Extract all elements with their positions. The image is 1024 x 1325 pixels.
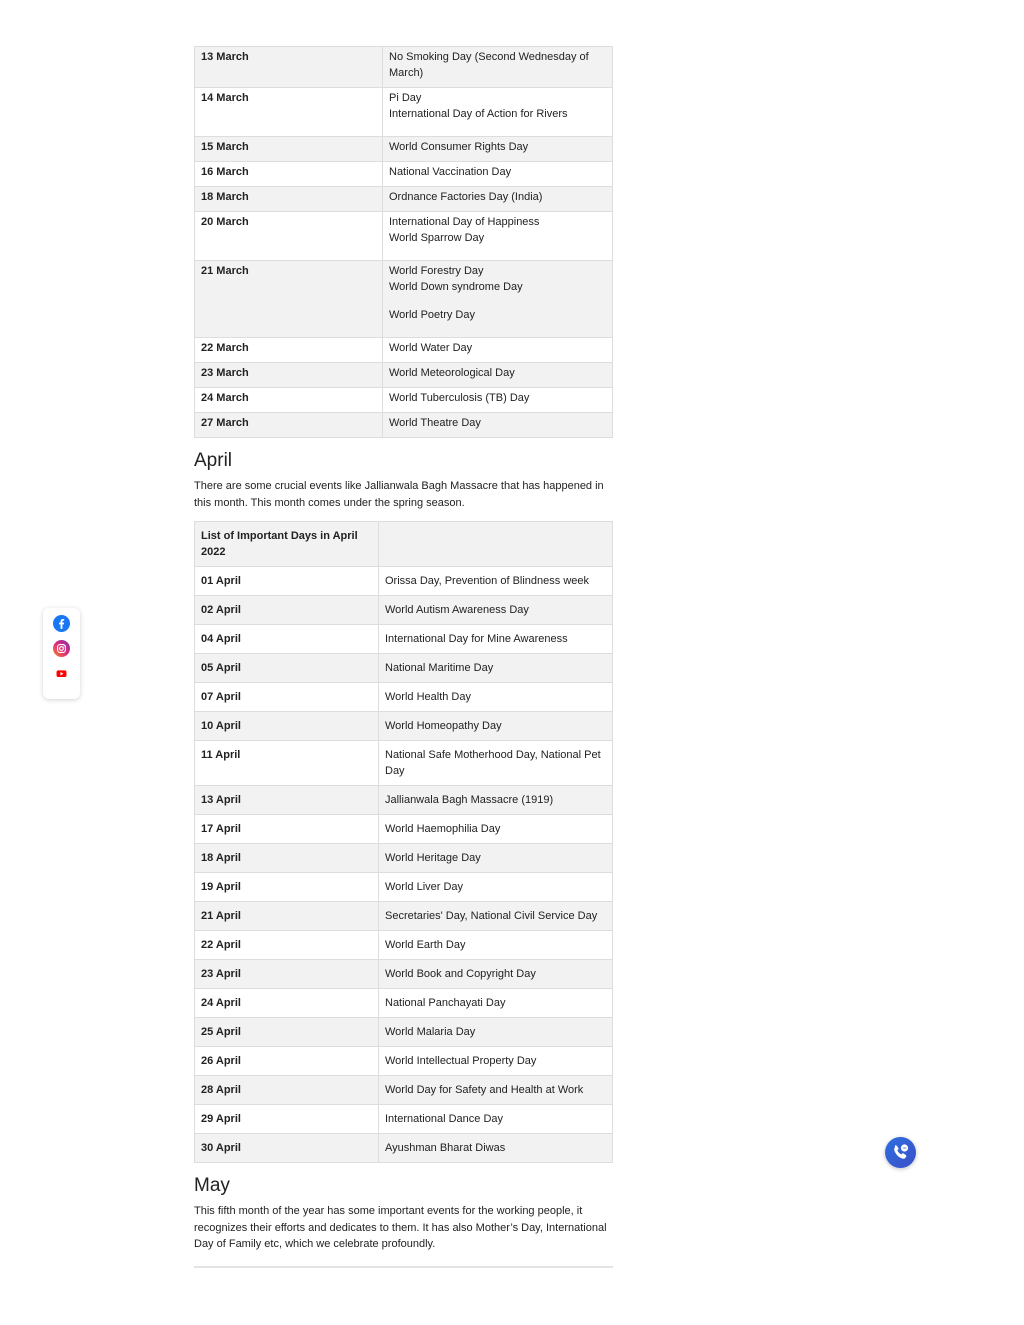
event-cell: Ayushman Bharat Diwas bbox=[379, 1134, 613, 1163]
table-header-row bbox=[195, 522, 613, 567]
event-cell: World Health Day bbox=[379, 683, 613, 712]
event-cell: World Haemophilia Day bbox=[379, 815, 613, 844]
event-cell: National Panchayati Day bbox=[379, 989, 613, 1018]
date-cell: 02 April bbox=[195, 596, 379, 625]
table-row bbox=[195, 162, 613, 187]
event-text: International Day of Happiness bbox=[389, 216, 540, 228]
date-cell: 27 March bbox=[195, 413, 383, 438]
event-cell: World Homeopathy Day bbox=[379, 712, 613, 741]
table-row bbox=[195, 596, 613, 625]
event-cell bbox=[383, 413, 613, 438]
date-cell: 26 April bbox=[195, 1047, 379, 1076]
date-cell: 01 April bbox=[195, 567, 379, 596]
april-days-table bbox=[194, 521, 613, 1163]
table-row bbox=[195, 212, 613, 261]
spacer bbox=[389, 295, 606, 307]
event-cell bbox=[383, 363, 613, 388]
table-row bbox=[195, 712, 613, 741]
april-heading: April bbox=[194, 450, 233, 471]
date-cell: 11 April bbox=[195, 741, 379, 786]
event-cell bbox=[383, 187, 613, 212]
date-cell: 24 April bbox=[195, 989, 379, 1018]
date-cell: 19 April bbox=[195, 873, 379, 902]
event-text: International Day of Action for Rivers bbox=[389, 108, 568, 120]
date-cell: 13 March bbox=[195, 47, 383, 88]
table-row bbox=[195, 786, 613, 815]
event-cell: World Heritage Day bbox=[379, 844, 613, 873]
call-chat-button[interactable] bbox=[885, 1137, 916, 1168]
table-row bbox=[195, 1134, 613, 1163]
social-sidebar bbox=[43, 608, 80, 699]
date-cell: 30 April bbox=[195, 1134, 379, 1163]
event-text: National Vaccination Day bbox=[389, 166, 512, 178]
table-row bbox=[195, 625, 613, 654]
date-cell: 13 April bbox=[195, 786, 379, 815]
event-cell: Jallianwala Bagh Massacre (1919) bbox=[379, 786, 613, 815]
april-intro: There are some crucial events like Jallianwala Bagh Massacre that has happened in this month. This month comes under the spring season. bbox=[194, 480, 604, 509]
event-cell: Orissa Day, Prevention of Blindness week bbox=[379, 567, 613, 596]
date-cell: 29 April bbox=[195, 1105, 379, 1134]
table-row bbox=[195, 261, 613, 338]
event-cell: International Dance Day bbox=[379, 1105, 613, 1134]
date-cell: 28 April bbox=[195, 1076, 379, 1105]
table-row bbox=[195, 363, 613, 388]
date-cell: 18 March bbox=[195, 187, 383, 212]
table-row bbox=[195, 567, 613, 596]
youtube-icon[interactable] bbox=[53, 665, 70, 682]
table-row bbox=[195, 1018, 613, 1047]
event-text: World Forestry Day bbox=[389, 265, 484, 277]
date-cell: 17 April bbox=[195, 815, 379, 844]
event-cell bbox=[383, 47, 613, 88]
event-cell: World Autism Awareness Day bbox=[379, 596, 613, 625]
event-text: World Sparrow Day bbox=[389, 232, 485, 244]
date-cell: 23 April bbox=[195, 960, 379, 989]
event-cell: World Intellectual Property Day bbox=[379, 1047, 613, 1076]
table-row bbox=[195, 989, 613, 1018]
event-text: World Tuberculosis (TB) Day bbox=[389, 392, 530, 404]
table-row bbox=[195, 960, 613, 989]
table-row bbox=[195, 1105, 613, 1134]
event-text: Pi Day bbox=[389, 92, 422, 104]
may-intro: This fifth month of the year has some important events for the working people, it recognizes their efforts and dedicates to them. It has also Mother’s Day, International Day of Family etc, which we celebrate profoundly. bbox=[194, 1205, 607, 1250]
event-cell: World Book and Copyright Day bbox=[379, 960, 613, 989]
table-header-cell: List of Important Days in April 2022 bbox=[195, 522, 379, 567]
event-cell: Secretaries' Day, National Civil Service Day bbox=[379, 902, 613, 931]
table-row bbox=[195, 873, 613, 902]
table-header-empty-cell bbox=[379, 522, 613, 567]
table-row bbox=[195, 902, 613, 931]
instagram-icon[interactable] bbox=[53, 640, 70, 657]
event-text: No Smoking Day (Second Wednesday of March) bbox=[389, 51, 589, 79]
event-cell bbox=[383, 261, 613, 338]
phone-chat-icon bbox=[885, 1137, 916, 1168]
table-row bbox=[195, 388, 613, 413]
event-cell bbox=[383, 388, 613, 413]
date-cell: 16 March bbox=[195, 162, 383, 187]
date-cell: 20 March bbox=[195, 212, 383, 261]
event-cell bbox=[383, 137, 613, 162]
event-cell bbox=[383, 88, 613, 137]
event-text: World Water Day bbox=[389, 342, 473, 354]
date-cell: 22 April bbox=[195, 931, 379, 960]
date-cell: 21 April bbox=[195, 902, 379, 931]
date-cell: 23 March bbox=[195, 363, 383, 388]
event-cell: National Safe Motherhood Day, National Pet Day bbox=[379, 741, 613, 786]
date-cell: 10 April bbox=[195, 712, 379, 741]
date-cell: 24 March bbox=[195, 388, 383, 413]
table-row bbox=[195, 815, 613, 844]
event-text: World Theatre Day bbox=[389, 417, 481, 429]
date-cell: 25 April bbox=[195, 1018, 379, 1047]
facebook-icon[interactable] bbox=[53, 615, 70, 632]
event-cell bbox=[383, 212, 613, 261]
event-cell bbox=[383, 162, 613, 187]
event-cell bbox=[383, 338, 613, 363]
article-content bbox=[194, 46, 613, 1268]
date-cell: 14 March bbox=[195, 88, 383, 137]
date-cell: 04 April bbox=[195, 625, 379, 654]
date-cell: 22 March bbox=[195, 338, 383, 363]
divider bbox=[194, 1266, 613, 1268]
table-row bbox=[195, 844, 613, 873]
table-row bbox=[195, 683, 613, 712]
table-row bbox=[195, 88, 613, 137]
event-text: World Meteorological Day bbox=[389, 367, 515, 379]
date-cell: 07 April bbox=[195, 683, 379, 712]
date-cell: 18 April bbox=[195, 844, 379, 873]
table-row bbox=[195, 413, 613, 438]
table-row bbox=[195, 741, 613, 786]
event-cell: National Maritime Day bbox=[379, 654, 613, 683]
may-heading: May bbox=[194, 1175, 230, 1196]
date-cell: 15 March bbox=[195, 137, 383, 162]
event-cell: International Day for Mine Awareness bbox=[379, 625, 613, 654]
table-row bbox=[195, 47, 613, 88]
table-row bbox=[195, 654, 613, 683]
event-cell: World Earth Day bbox=[379, 931, 613, 960]
march-days-table bbox=[194, 46, 613, 438]
event-text: World Down syndrome Day bbox=[389, 281, 523, 293]
date-cell: 05 April bbox=[195, 654, 379, 683]
event-text: World Poetry Day bbox=[389, 309, 475, 321]
event-cell: World Liver Day bbox=[379, 873, 613, 902]
table-row bbox=[195, 1076, 613, 1105]
event-cell: World Malaria Day bbox=[379, 1018, 613, 1047]
table-row bbox=[195, 187, 613, 212]
event-cell: World Day for Safety and Health at Work bbox=[379, 1076, 613, 1105]
table-row bbox=[195, 338, 613, 363]
event-text: World Consumer Rights Day bbox=[389, 141, 529, 153]
table-row bbox=[195, 931, 613, 960]
table-row bbox=[195, 137, 613, 162]
event-text: Ordnance Factories Day (India) bbox=[389, 191, 543, 203]
date-cell: 21 March bbox=[195, 261, 383, 338]
table-row bbox=[195, 1047, 613, 1076]
